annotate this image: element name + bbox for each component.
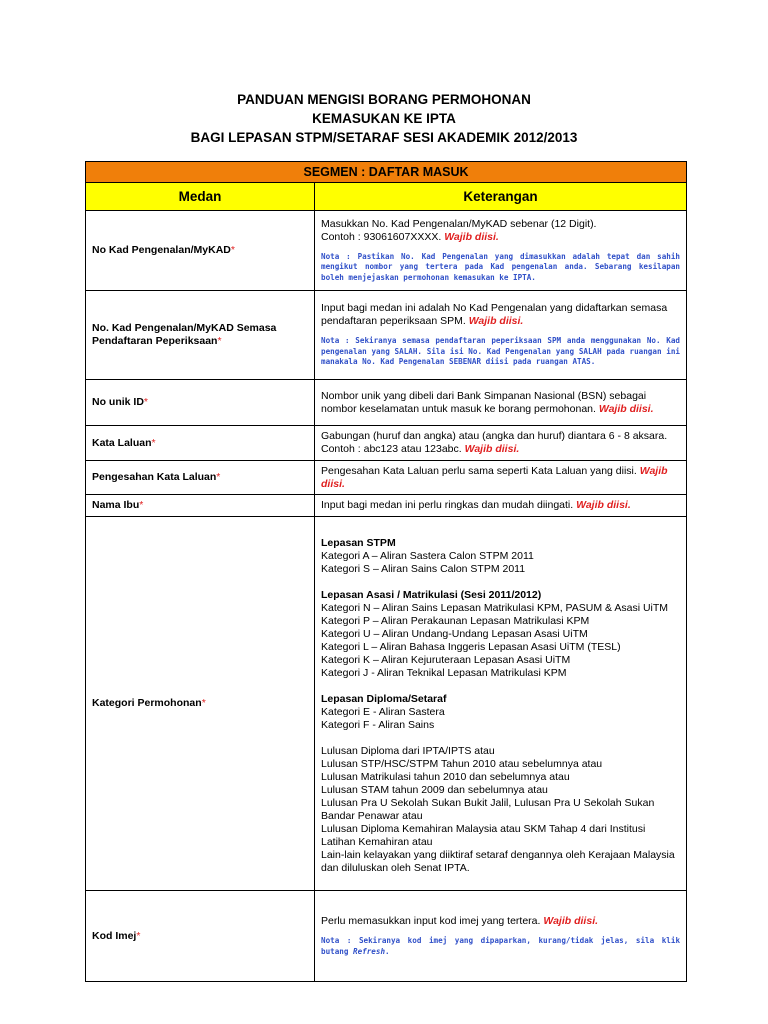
required-mark: * (201, 697, 206, 709)
field-name: Kod Imej* (86, 891, 315, 982)
note-text: Nota : Sekiranya semasa pendaftaran peperiksaan SPM anda menggunakan No. Kad pengenalan yang SALAH. Sila isi No. Kad Pengenalan yang SALAH pada ruangan ini manakala No. Kad Pengenalan SEBENAR diisi pada ruangan ATAS. (321, 336, 681, 367)
field-name: No. Kad Pengenalan/MyKAD Semasa Pendaftaran Peperiksaan* (86, 291, 315, 380)
category-item: Kategori U – Aliran Undang-Undang Lepasan Asasi UiTM (321, 627, 588, 640)
title-line-2: KEMASUKAN KE IPTA (312, 111, 456, 126)
field-description (315, 211, 687, 291)
note-text: Nota : Pastikan No. Kad Pengenalan yang dimasukkan adalah tepat dan sahih mengikut nombor yang tertera pada Kad pengenalan anda. Sebarang kesilapan boleh menjejaskan permohonan kemasukan ke IPTA. (321, 251, 681, 282)
required-note: Wajib diisi. (464, 443, 520, 455)
description-text: Pengesahan Kata Laluan perlu sama seperti Kata Laluan yang diisi. (321, 464, 637, 477)
title-line-1: PANDUAN MENGISI BORANG PERMOHONAN (237, 92, 531, 107)
table-row-ic-exam (86, 291, 687, 380)
description-text: Contoh : 93061607XXXX. (321, 230, 442, 243)
document-title (0, 90, 768, 147)
description-text: Perlu memasukkan input kod imej yang tertera. (321, 915, 541, 927)
required-note: Wajib diisi. (468, 315, 524, 328)
required-note: Wajib diisi. (444, 230, 499, 243)
field-description (315, 517, 687, 891)
category-group-title: Lepasan STPM (321, 536, 396, 549)
field-description (315, 426, 687, 461)
required-mark: * (139, 499, 144, 511)
category-item: Kategori A – Aliran Sastera Calon STPM 2011 (321, 549, 534, 562)
table-row-password-confirm (86, 461, 687, 495)
segment-title: SEGMEN : DAFTAR MASUK (86, 162, 687, 183)
description-text: Masukkan No. Kad Pengenalan/MyKAD sebenar (12 Digit). (321, 217, 597, 230)
refresh-button-reference: Refresh (353, 946, 386, 956)
category-item: Kategori E - Aliran Sastera (321, 705, 445, 718)
field-description (315, 380, 687, 426)
segment-header-row (86, 162, 687, 183)
field-description (315, 291, 687, 380)
qualification-item: Lulusan Pra U Sekolah Sukan Bukit Jalil, Lulusan Pra U Sekolah Sukan Bandar Penawar atau (321, 796, 655, 822)
field-name: Kata Laluan* (86, 426, 315, 461)
note-text: Nota : Sekiranya kod imej yang dipaparkan, kurang/tidak jelas, sila klik butang Refresh. (321, 936, 681, 956)
required-mark: * (136, 929, 141, 942)
description-text: Input bagi medan ini adalah No Kad Pengenalan yang didaftarkan semasa pendaftaran peperiksaan SPM. (321, 302, 668, 328)
category-item: Kategori J - Aliran Teknikal Lepasan Matrikulasi KPM (321, 666, 567, 679)
category-item: Kategori N – Aliran Sains Lepasan Matrikulasi KPM, PASUM & Asasi UiTM (321, 601, 669, 614)
qualification-item: Lulusan Diploma Kemahiran Malaysia atau SKM Tahap 4 dari Institusi Latihan Kemahiran atau (321, 822, 646, 848)
qualification-item: Lulusan STAM tahun 2009 dan sebelumnya atau (321, 783, 548, 796)
required-note: Wajib diisi. (576, 499, 631, 511)
qualification-item: Lain-lain kelayakan yang diiktiraf setaraf dengannya oleh Kerajaan Malaysia dan diluluskan oleh Senat IPTA. (321, 848, 675, 874)
table-row-captcha (86, 891, 687, 982)
table-row-category (86, 517, 687, 891)
field-name: No Kad Pengenalan/MyKAD* (86, 211, 315, 291)
qualification-item: Lulusan STP/HSC/STPM Tahun 2010 atau sebelumnya atau (321, 757, 603, 770)
field-guide-table (85, 161, 687, 982)
title-line-3: BAGI LEPASAN STPM/SETARAF SESI AKADEMIK 2012/2013 (190, 130, 578, 145)
field-description (315, 495, 687, 517)
required-mark: * (230, 244, 235, 256)
category-item: Kategori P – Aliran Perakaunan Lepasan Matrikulasi KPM (321, 614, 590, 627)
column-header-field: Medan (86, 183, 315, 211)
category-item: Kategori S – Aliran Sains Calon STPM 2011 (321, 562, 526, 575)
category-item: Kategori L – Aliran Bahasa Inggeris Lepasan Asasi UiTM (TESL) (321, 640, 621, 653)
field-name: Kategori Permohonan* (86, 517, 315, 891)
table-row-mother-name (86, 495, 687, 517)
description-text: Input bagi medan ini perlu ringkas dan mudah diingati. (321, 499, 574, 511)
field-name: No unik ID* (86, 380, 315, 426)
category-item: Kategori F - Aliran Sains (321, 718, 435, 731)
required-note: Wajib diisi. (321, 464, 668, 490)
required-mark: * (216, 471, 221, 483)
field-name: Nama Ibu* (86, 495, 315, 517)
category-group-title: Lepasan Asasi / Matrikulasi (Sesi 2011/2012) (321, 588, 542, 601)
column-header-row (86, 183, 687, 211)
field-description (315, 891, 687, 982)
column-header-description: Keterangan (315, 183, 687, 211)
table-row-password (86, 426, 687, 461)
qualification-item: Lulusan Matrikulasi tahun 2010 dan sebelumnya atau (321, 770, 570, 783)
required-note: Wajib diisi. (543, 915, 599, 927)
required-mark: * (217, 335, 222, 347)
field-name: Pengesahan Kata Laluan* (86, 461, 315, 495)
description-text: Gabungan (huruf dan angka) atau (angka dan huruf) diantara 6 - 8 aksara. Contoh : abc123 atau 123abc. (321, 430, 668, 455)
qualification-item: Lulusan Diploma dari IPTA/IPTS atau (321, 744, 495, 757)
required-mark: * (143, 396, 149, 408)
description-text: Nombor unik yang dibeli dari Bank Simpanan Nasional (BSN) sebagai nombor keselamatan untuk masuk ke borang permohonan. (321, 389, 647, 415)
category-group-title: Lepasan Diploma/Setaraf (321, 692, 447, 705)
category-item: Kategori K – Aliran Kejuruteraan Lepasan Asasi UiTM (321, 653, 571, 666)
required-mark: * (151, 436, 156, 449)
required-note: Wajib diisi. (598, 402, 654, 415)
table-row-ic (86, 211, 687, 291)
table-row-unique-id (86, 380, 687, 426)
field-description (315, 461, 687, 495)
